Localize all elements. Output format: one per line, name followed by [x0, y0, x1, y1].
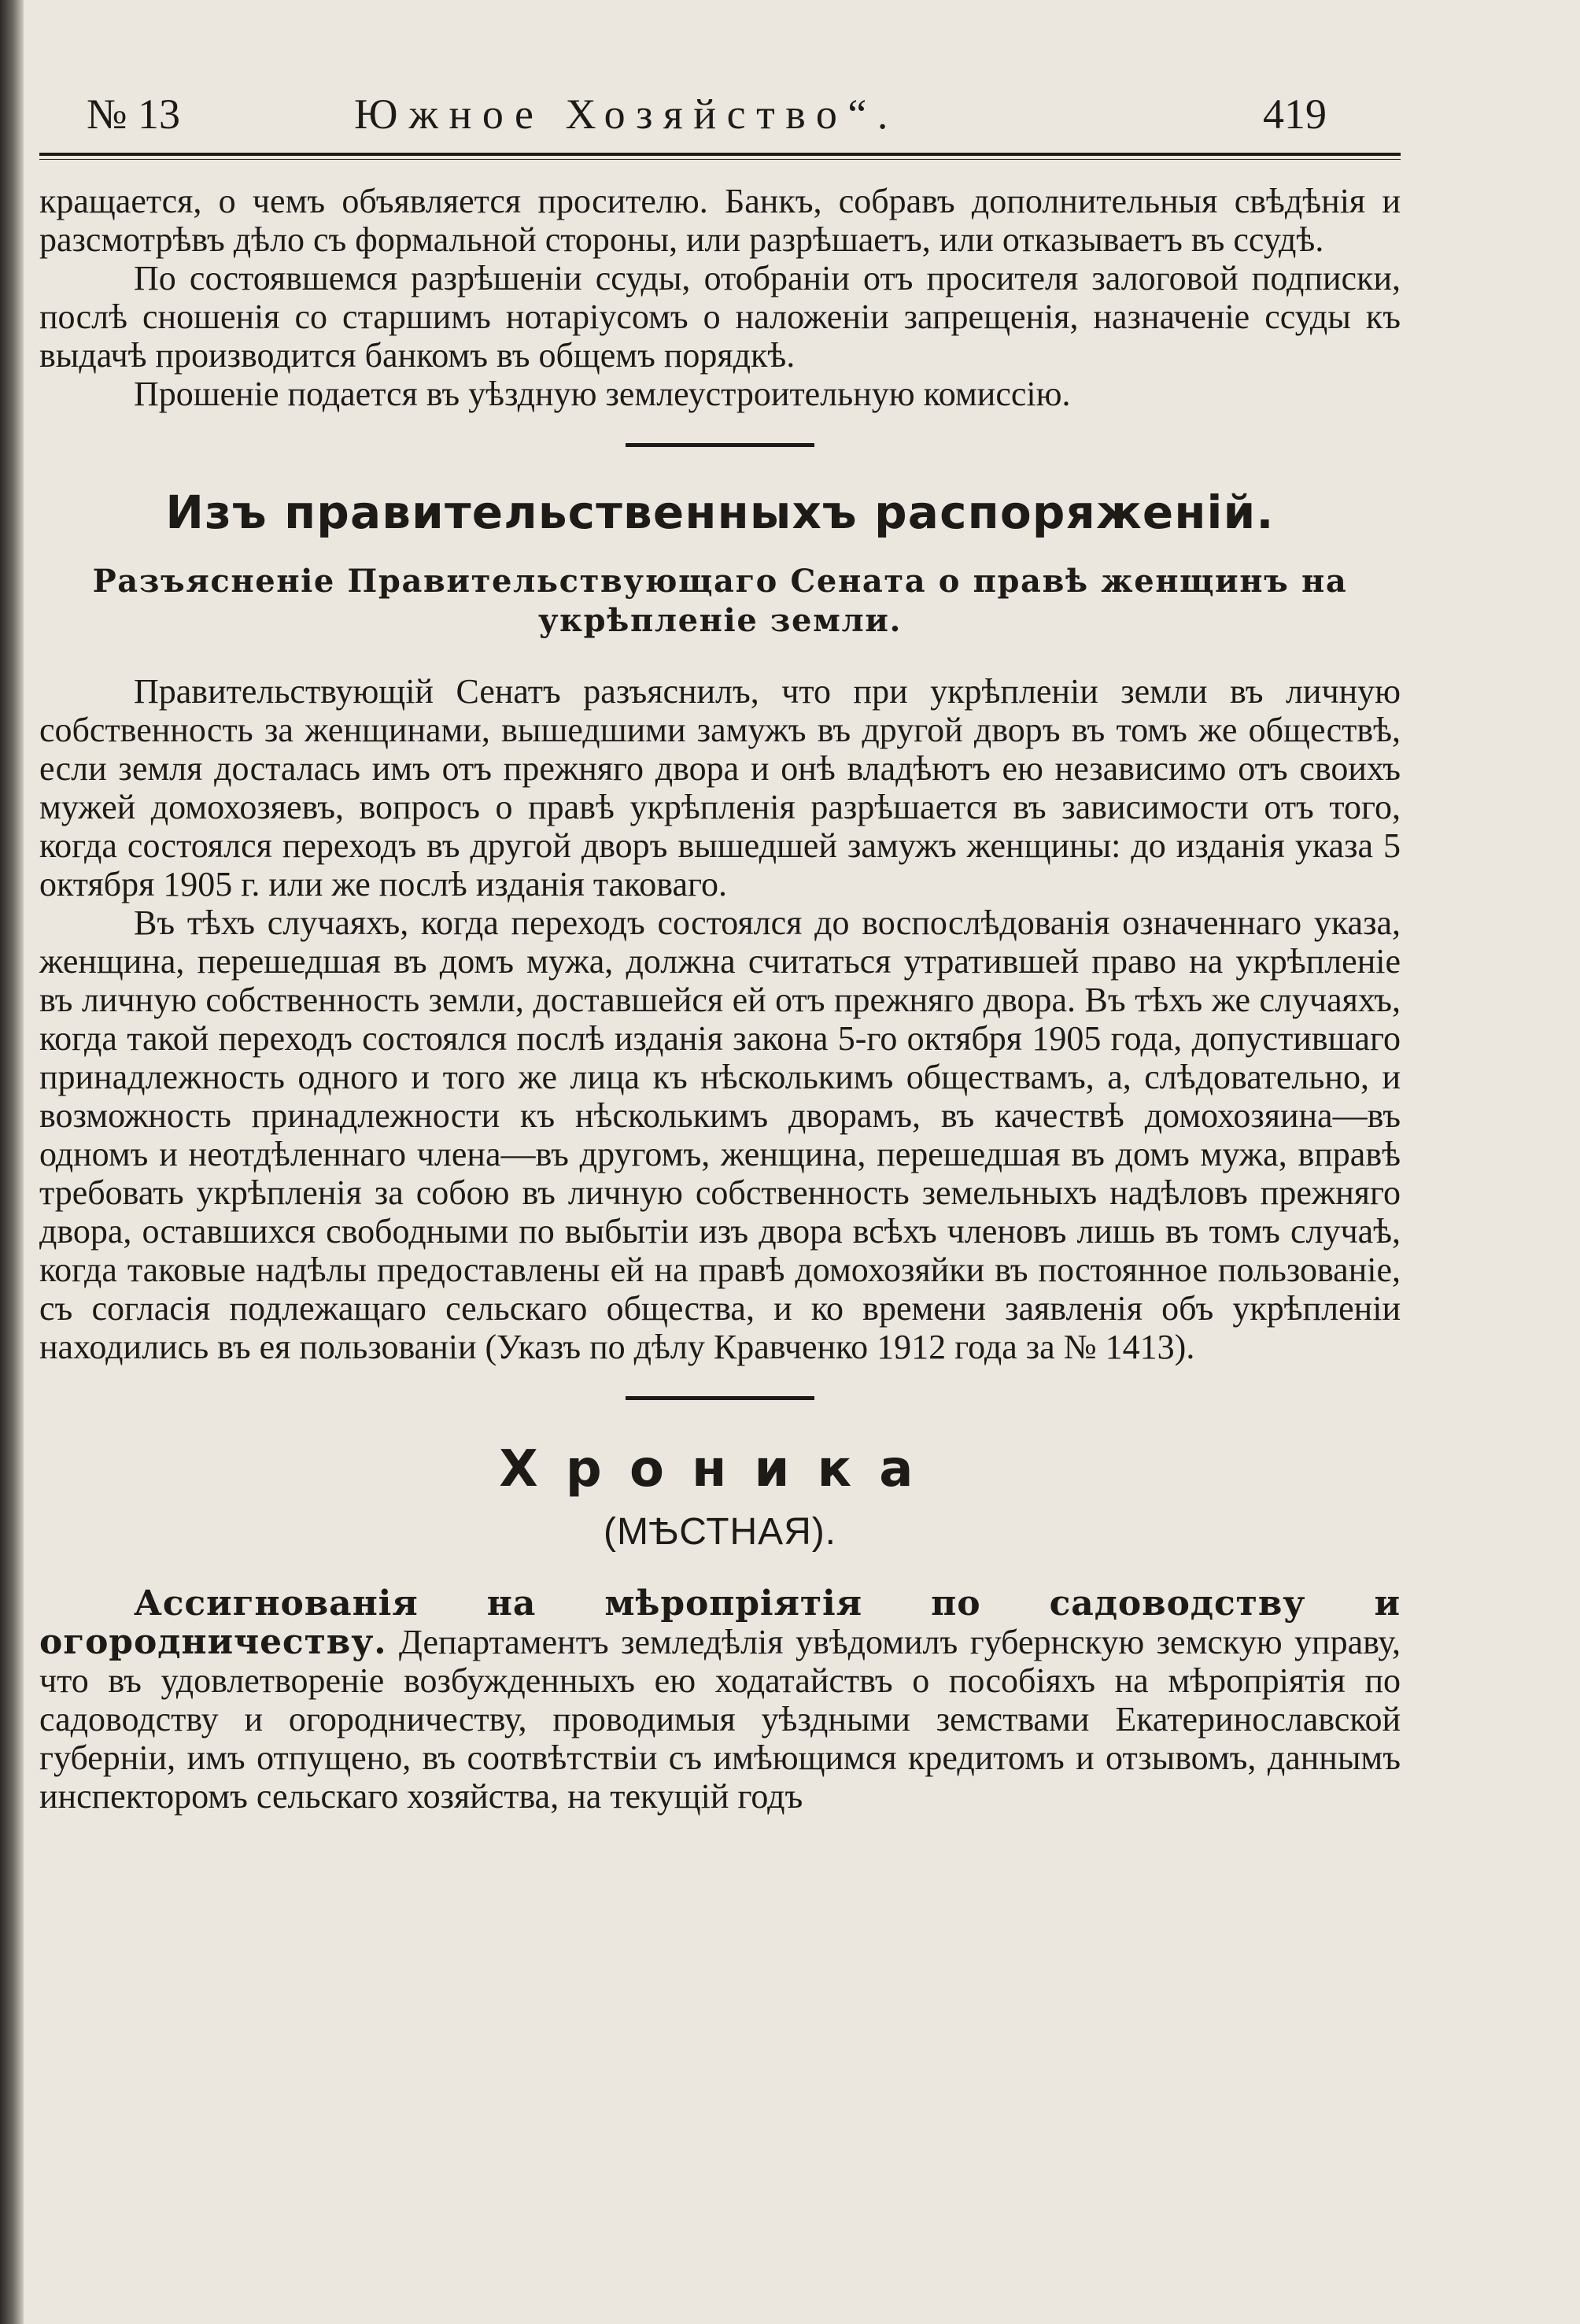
chronicle-paragraph-text: Департаментъ земледѣлія увѣдомилъ губернскую земскую управу, что въ удовлетвореніе возбужденныхъ ею ходатайствъ о пособіяхъ на мѣропріятія по садоводству и огородничеству, проводимыя уѣздными земствами Екатеринославской губерніи, имъ отпущено, въ соотвѣтствіи съ имѣющимся кредитомъ и отзывомъ, даннымъ инспекторомъ сельскаго хозяйства, на текущій годъ — [39, 1623, 1401, 1816]
government-paragraph-1: Правительствующій Сенатъ разъяснилъ, что при укрѣпленіи земли въ личную собственность за женщинами, вышедшими замужъ въ другой дворъ въ томъ же обществѣ, если земля досталась имъ отъ прежняго двора и онѣ владѣютъ ею независимо отъ своихъ мужей домохозяевъ, вопросъ о правѣ укрѣпленія разрѣшается въ зависимости отъ того, когда состоялся переходъ въ другой дворъ вышедшей замужъ женщины: до изданія указа 5 октября 1905 г. или же послѣ изданія таковаго. — [39, 672, 1401, 903]
government-section — [39, 672, 1401, 1366]
journal-page — [39, 79, 1401, 1816]
government-section-title: Изъ правительственныхъ распоряженій. — [165, 486, 1275, 539]
page-binding-shadow — [0, 0, 24, 2324]
intro-paragraph-2: По состоявшемся разрѣшеніи ссуды, отобраніи отъ просителя залоговой подписки, послѣ сношенія со старшимъ нотаріусомъ о наложеніи запрещенія, назначеніе ссуды къ выдачѣ производится банкомъ въ общемъ порядкѣ. — [39, 259, 1401, 375]
intro-section — [39, 182, 1401, 413]
section-divider — [626, 443, 814, 447]
chronicle-section — [39, 1584, 1401, 1816]
government-section-subtitle: Разъясненіе Правительствующаго Сената о правѣ женщинъ на укрѣпленіе земли. — [92, 563, 1348, 639]
chronicle-run-in-heading: Ассигнованія на мѣропріятія по садоводству и огородничеству. — [39, 1583, 1401, 1662]
journal-title: Южное Хозяйство“. — [354, 91, 899, 138]
government-paragraph-2: Въ тѣхъ случаяхъ, когда переходъ состоялся до воспослѣдованія означеннаго указа, женщина, перешедшая въ домъ мужа, должна считаться утратившей право на укрѣпленіе въ личную собственность земли, доставшейся ей отъ прежняго двора. Въ тѣхъ же случаяхъ, когда такой переходъ состоялся послѣ изданія закона 5-го октября 1905 года, допустившаго принадлежность одного и того же лица къ нѣсколькимъ обществамъ, а, слѣдовательно, и возможность принадлежности къ нѣсколькимъ дворамъ, въ качествѣ домохозяина—въ одномъ и неотдѣленнаго члена—въ другомъ, женщина, перешедшая въ домъ мужа, вправѣ требовать укрѣпленія за собою въ личную собственность земельныхъ надѣловъ прежняго двора, оставшихся свободными по выбытіи изъ двора всѣхъ членовъ лишь въ томъ случаѣ, когда таковые надѣлы предоставлены ей на правѣ домохозяйки въ постоянное пользованіе, съ согласія подлежащаго сельскаго общества, и ко времени заявленія объ укрѣпленіи находились въ ея пользованіи (Указъ по дѣлу Кравченко 1912 года за № 1413). — [39, 903, 1401, 1366]
chronicle-paragraph — [39, 1584, 1401, 1816]
page-number: 419 — [1263, 91, 1327, 138]
header-double-rule — [39, 153, 1401, 160]
intro-paragraph-3: Прошеніе подается въ уѣздную землеустроительную комиссію. — [134, 375, 1071, 413]
chronicle-title: Хроника — [499, 1440, 941, 1498]
intro-paragraph-1: кращается, о чемъ объявляется просителю. Банкъ, собравъ дополнительныя свѣдѣнія и разсмотрѣвъ дѣло съ формальной стороны, или разрѣшаетъ, или отказываетъ въ ссудѣ. — [39, 182, 1401, 259]
issue-number: № 13 — [87, 91, 181, 138]
section-divider — [626, 1396, 814, 1400]
chronicle-subtitle: (МѢСТНАЯ). — [604, 1511, 836, 1553]
running-header — [39, 79, 1401, 150]
